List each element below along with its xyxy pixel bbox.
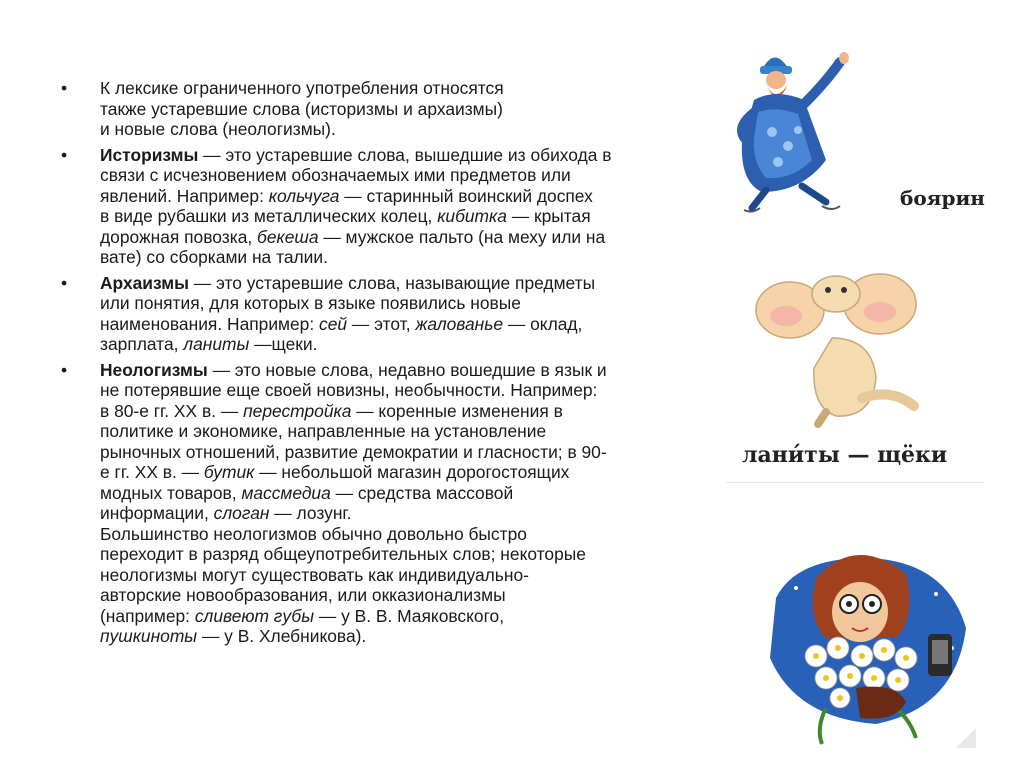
text-run: также устаревшие слова (историзмы и архаизмы): [100, 98, 503, 119]
text-run: — лозунг.: [269, 503, 352, 523]
lanity-caption: лани́ты — щёки: [742, 442, 948, 468]
text-run: информации,: [100, 503, 214, 523]
text-line: [100, 314, 698, 335]
bullet-marker: •: [60, 144, 68, 165]
text-run: рыночных отношений, развитие демократии и гласности; в 90-: [100, 441, 607, 462]
text-run: в 80-е гг. XX в. —: [100, 400, 244, 421]
bullet-list: [58, 78, 698, 652]
text-run: — этот,: [347, 313, 416, 334]
text-run: К лексике ограниченного употребления относятся: [100, 78, 504, 98]
text-run: — коренные изменения в: [351, 400, 563, 421]
text-run: политике и экономике, направленные на установление: [100, 421, 547, 441]
text-run: е гг. XX в. —: [100, 462, 204, 482]
term-bold: Архаизмы: [100, 272, 189, 293]
bullet-item: [58, 360, 698, 647]
text-line: [100, 585, 698, 606]
text-run: не потерявшие еще своей новизны, необычности. Например:: [100, 380, 598, 400]
text-line: [100, 186, 698, 207]
text-line: [100, 565, 698, 586]
text-run: неологизмы могут существовать как индивидуально-: [100, 564, 529, 585]
bullet-marker: •: [60, 359, 68, 380]
example-italic: ланиты: [183, 334, 250, 354]
text-run: явлений. Например:: [100, 185, 269, 206]
text-run: — это устаревшие слова, называющие предметы: [188, 272, 596, 293]
text-line: [100, 78, 698, 99]
text-run: связи с исчезновением обозначаемых ими предметов или: [100, 165, 571, 185]
text-run: Большинство неологизмов обычно довольно быстро: [100, 523, 527, 544]
text-run: в виде рубашки из металлических колец,: [100, 206, 438, 226]
boyar-caption: боярин: [900, 186, 985, 210]
text-run: — это устаревшие слова, вышедшие из обихода в: [198, 144, 612, 165]
term-bold: Историзмы: [100, 144, 199, 165]
example-italic: сливеют губы: [194, 605, 315, 626]
text-run: — средства массовой: [330, 482, 514, 503]
separator: [726, 482, 984, 483]
bullet-marker: •: [60, 78, 68, 98]
text-run: — старинный воинский доспех: [339, 185, 593, 206]
text-line: [100, 401, 698, 422]
text-run: авторские новообразования, или окказионализмы: [100, 585, 506, 605]
text-run: — крытая: [506, 206, 591, 226]
text-line: [100, 293, 698, 314]
text-run: модных товаров,: [100, 482, 242, 503]
text-line: [100, 503, 698, 524]
text-line: [100, 380, 698, 401]
term-bold: Неологизмы: [100, 359, 208, 380]
text-run: (например:: [100, 605, 195, 626]
text-line: [100, 334, 698, 355]
text-line: [100, 421, 698, 442]
text-run: — мужское пальто (на меху или на: [318, 226, 606, 247]
text-line: [100, 119, 698, 140]
text-line: [100, 145, 698, 166]
bullet-item: [58, 145, 698, 268]
bullet-item: [58, 78, 698, 140]
text-run: — это новые слова, недавно вошедшие в язык и: [207, 359, 607, 380]
text-run: — у В. Хлебникова).: [197, 626, 367, 646]
example-italic: пушкиноты: [100, 626, 198, 646]
text-line: [100, 462, 698, 483]
example-italic: слоган: [213, 503, 270, 523]
text-run: —щеки.: [249, 334, 318, 354]
text-run: — оклад,: [503, 313, 583, 334]
text-line: [100, 247, 698, 268]
text-line: [100, 165, 698, 186]
text-line: [100, 483, 698, 504]
text-line: [100, 206, 698, 227]
text-line: [100, 442, 698, 463]
text-run: вате) со сборками на талии.: [100, 247, 328, 267]
example-italic: кибитка: [437, 206, 507, 226]
text-line: [100, 273, 698, 294]
woman-flowers-illustration: [756, 538, 976, 748]
text-run: — у В. В. Маяковского,: [314, 605, 505, 626]
text-line: [100, 524, 698, 545]
example-italic: перестройка: [243, 400, 352, 421]
text-run: и новые слова (неологизмы).: [100, 119, 336, 139]
example-italic: бутик: [203, 462, 255, 482]
example-italic: сей: [319, 313, 348, 334]
text-run: наименования. Например:: [100, 313, 320, 334]
text-line: [100, 99, 698, 120]
text-run: зарплата,: [100, 334, 184, 354]
text-line: [100, 544, 698, 565]
text-run: дорожная повозка,: [100, 226, 258, 247]
lanity-illustration: [752, 268, 932, 428]
text-line: [100, 626, 698, 647]
text-line: [100, 227, 698, 248]
text-run: — небольшой магазин дорогостоящих: [254, 462, 570, 482]
bullet-item: [58, 273, 698, 355]
example-italic: массмедиа: [241, 482, 331, 503]
example-italic: бекеша: [257, 226, 319, 247]
example-italic: кольчуга: [268, 185, 340, 206]
bullet-marker: •: [60, 272, 68, 293]
text-run: или понятия, для которых в языке появились новые: [100, 293, 521, 313]
text-line: [100, 360, 698, 381]
text-line: [100, 606, 698, 627]
text-run: переходит в разряд общеупотребительных слов; некоторые: [100, 544, 586, 564]
example-italic: жалованье: [415, 313, 504, 334]
